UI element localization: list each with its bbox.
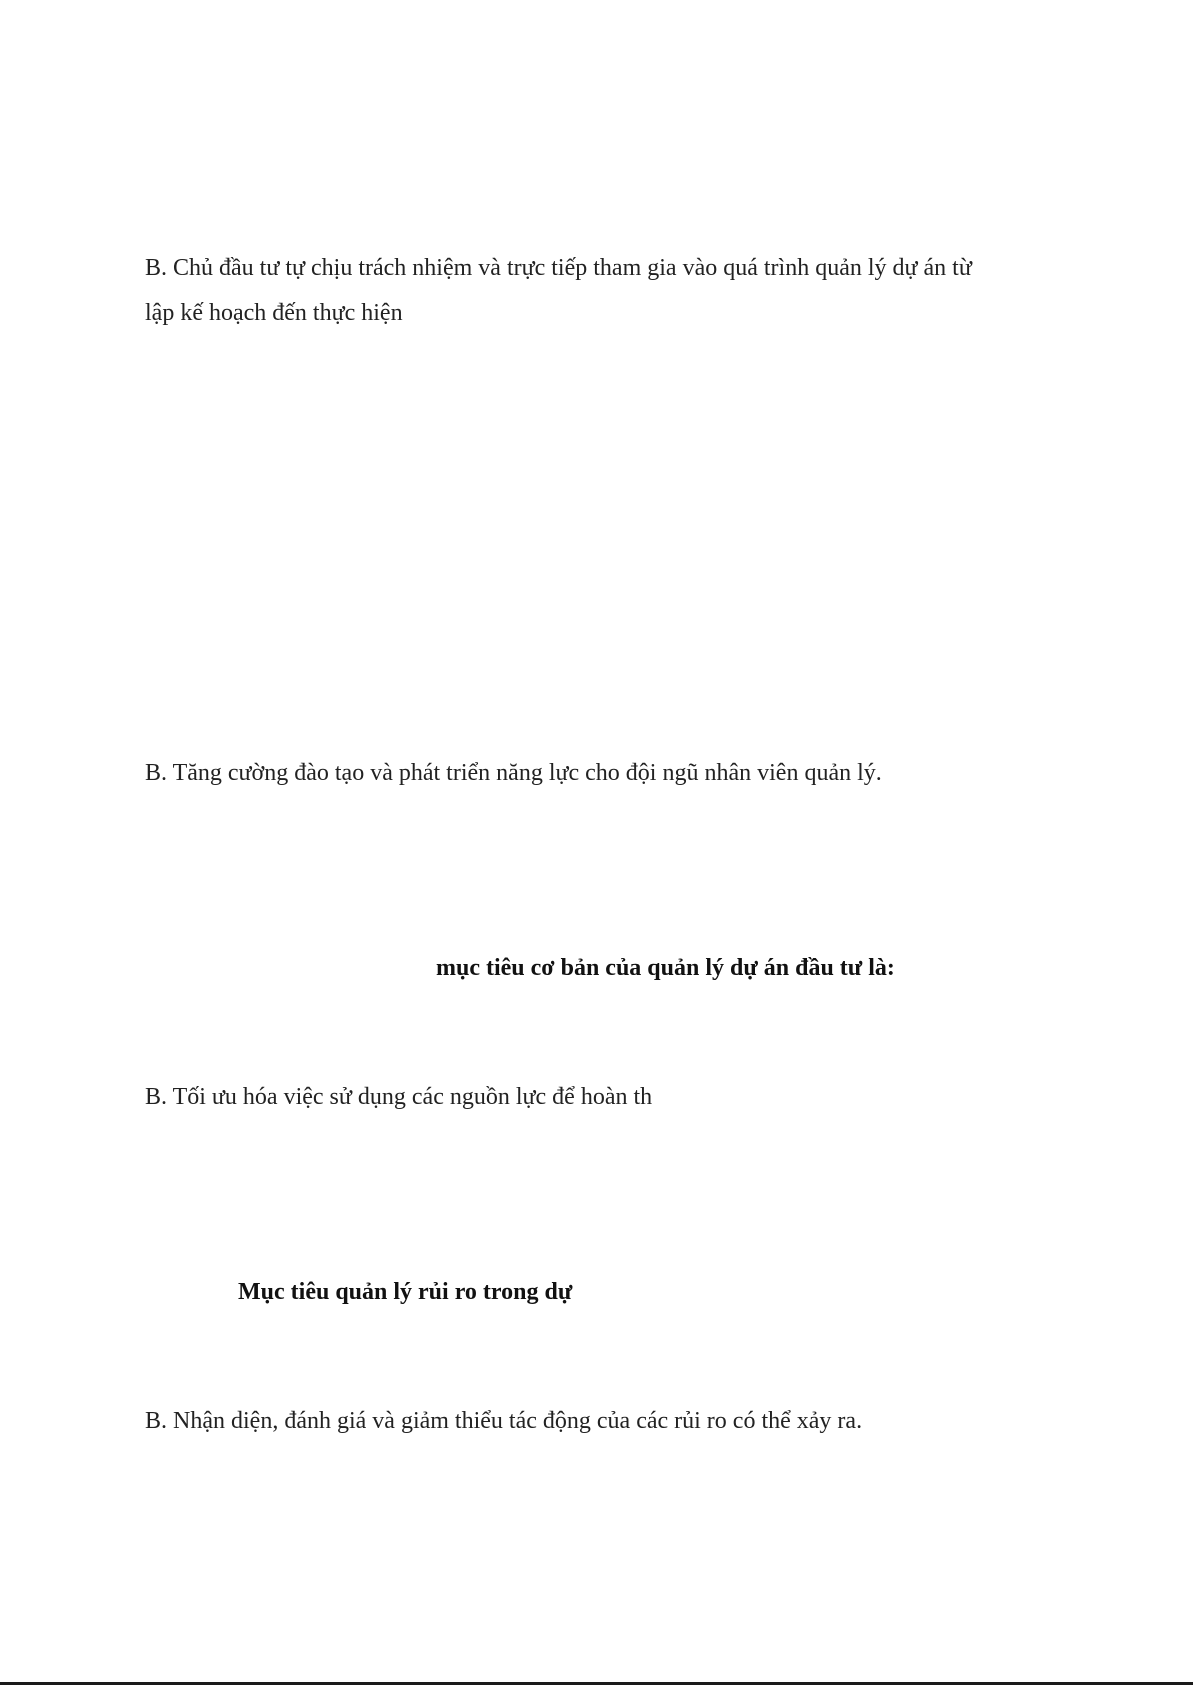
question-3-fragment: mục tiêu cơ bản của quản lý dự án đầu tư là:: [436, 955, 895, 981]
question-4-fragment: Mục tiêu quản lý rủi ro trong dự: [238, 1279, 573, 1305]
answer-b-1-line-2: lập kế hoạch đến thực hiện: [145, 300, 403, 326]
answer-b-4: B. Nhận diện, đánh giá và giảm thiểu tác động của các rủi ro có thể xảy ra.: [145, 1408, 863, 1434]
answer-b-3: B. Tối ưu hóa việc sử dụng các nguồn lực để hoàn th: [145, 1084, 653, 1110]
answer-b-2: B. Tăng cường đào tạo và phát triển năng lực cho đội ngũ nhân viên quản lý.: [145, 760, 882, 786]
answer-b-1-line-1: B. Chủ đầu tư tự chịu trách nhiệm và trực tiếp tham gia vào quá trình quản lý dự án từ: [145, 255, 972, 281]
